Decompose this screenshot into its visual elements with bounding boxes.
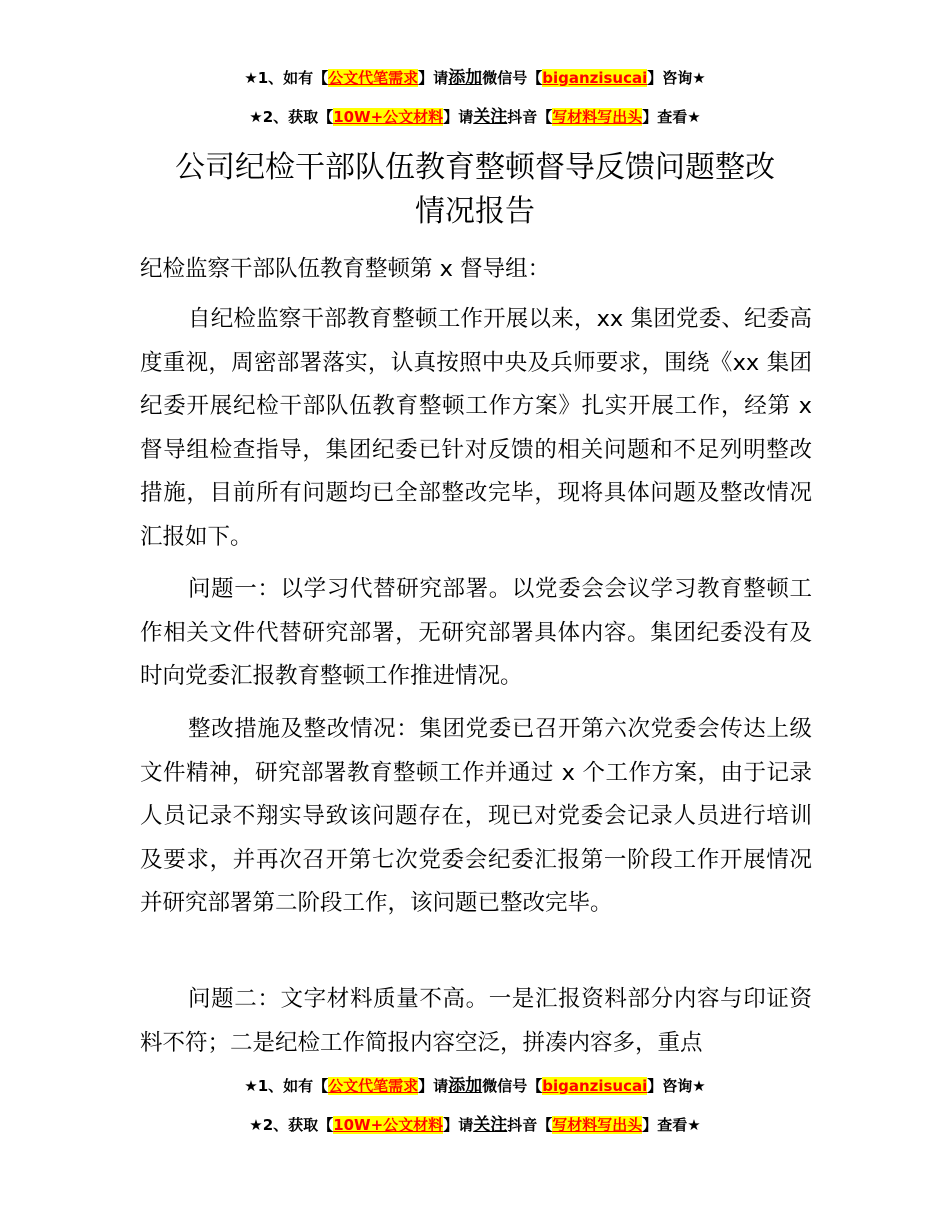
promo-text: 】请 <box>443 1116 474 1134</box>
promo-emphasis: 关注 <box>473 1115 508 1135</box>
promo-highlight: 10W+公文材料 <box>333 1116 444 1134</box>
promo-text: 微信号【 <box>482 1077 543 1095</box>
promo-line-2-bottom <box>0 1115 950 1135</box>
promo-prefix: ★1、如有【 <box>244 1077 329 1095</box>
promo-text: 】请 <box>418 69 449 87</box>
promo-line-1-top <box>0 68 950 88</box>
promo-highlight: 公文代笔需求 <box>328 1077 419 1095</box>
promo-emphasis: 添加 <box>448 1076 483 1096</box>
promo-line-2-top <box>0 107 950 127</box>
promo-suffix: 】查看★ <box>642 1116 701 1134</box>
promo-wechat-id: biganzisucai <box>542 1077 648 1095</box>
paragraph-intro: 自纪检监察干部教育整顿工作开展以来，xx 集团党委、纪委高度重视，周密部署落实，认真按照中央及兵师要求，围绕《xx 集团纪委开展纪检干部队伍教育整顿工作方案》扎实开展工作，经第 x 督导组检查指导，集团纪委已针对反馈的相关问题和不足列明整改措施，目前所有问题均已全部整改完毕，现将具体问题及整改情况汇报如下。 <box>140 306 812 550</box>
promo-emphasis: 关注 <box>473 107 508 127</box>
promo-suffix: 】查看★ <box>642 108 701 126</box>
promo-douyin-id: 写材料写出头 <box>552 108 643 126</box>
promo-prefix: ★2、获取【 <box>249 1116 334 1134</box>
promo-wechat-id: biganzisucai <box>542 69 648 87</box>
promo-emphasis: 添加 <box>448 68 483 88</box>
paragraph-issue-2: 问题二：文字材料质量不高。一是汇报资料部分内容与印证资料不符；二是纪检工作简报内容空泛，拼凑内容多，重点 <box>140 986 812 1056</box>
promo-suffix: 】咨询★ <box>647 69 706 87</box>
promo-suffix: 】咨询★ <box>647 1077 706 1095</box>
promo-text: 抖音【 <box>507 1116 553 1134</box>
promo-text: 微信号【 <box>482 69 543 87</box>
promo-text: 抖音【 <box>507 108 553 126</box>
promo-text: 】请 <box>418 1077 449 1095</box>
paragraph-issue-1: 问题一：以学习代替研究部署。以党委会会议学习教育整顿工作相关文件代替研究部署，无研究部署具体内容。集团纪委没有及时向党委汇报教育整顿工作推进情况。 <box>140 576 812 689</box>
promo-prefix: ★2、获取【 <box>249 108 334 126</box>
promo-text: 】请 <box>443 108 474 126</box>
promo-douyin-id: 写材料写出头 <box>552 1116 643 1134</box>
promo-line-1-bottom <box>0 1076 950 1096</box>
promo-highlight: 公文代笔需求 <box>328 69 419 87</box>
paragraph-rectification-1: 整改措施及整改情况：集团党委已召开第六次党委会传达上级文件精神，研究部署教育整顿工作并通过 x 个工作方案，由于记录人员记录不翔实导致该问题存在，现已对党委会记录人员进行培训及要求，并再次召开第七次党委会纪委汇报第一阶段工作开展情况并研究部署第二阶段工作，该问题已整改完毕。 <box>140 716 812 916</box>
salutation: 纪检监察干部队伍教育整顿第 x 督导组： <box>140 256 551 282</box>
promo-highlight: 10W+公文材料 <box>333 108 444 126</box>
document-title-line-1: 公司纪检干部队伍教育整顿督导反馈问题整改 <box>175 150 775 185</box>
document-title-line-2: 情况报告 <box>415 194 535 229</box>
promo-prefix: ★1、如有【 <box>244 69 329 87</box>
